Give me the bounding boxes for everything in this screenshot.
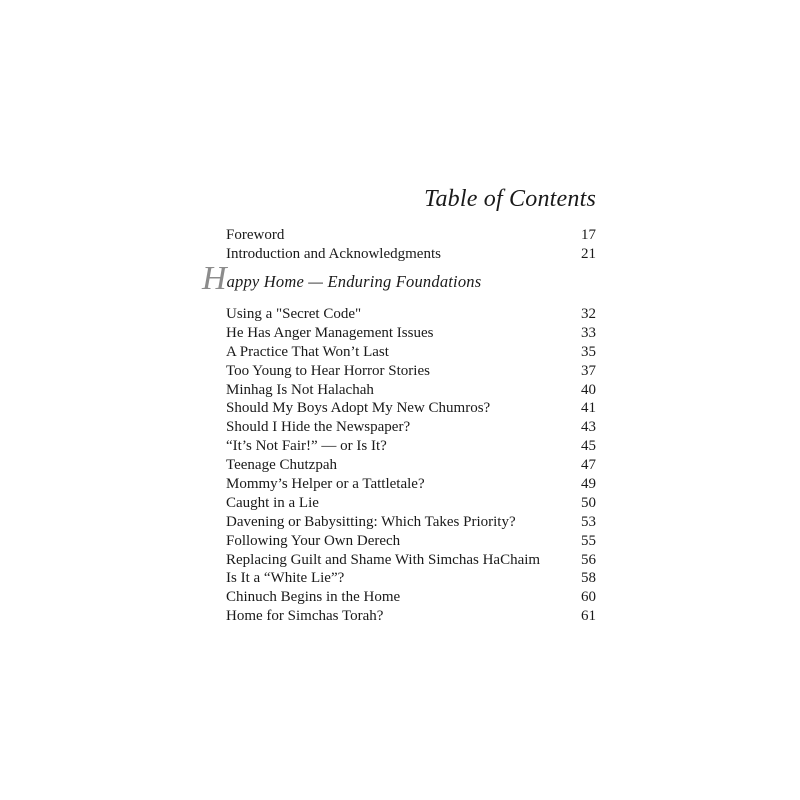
toc-entry-title: Should I Hide the Newspaper? xyxy=(226,419,411,436)
toc-page-number: 45 xyxy=(581,438,596,455)
toc-entry-title: Too Young to Hear Horror Stories xyxy=(226,362,430,379)
toc-entry-title: Should My Boys Adopt My New Chumros? xyxy=(226,400,491,417)
section-drop-cap: H xyxy=(202,260,227,297)
section-heading-text: appy Home — Enduring Foundations xyxy=(226,272,482,291)
toc-page-number: 61 xyxy=(581,608,596,625)
toc-entry-title: Home for Simchas Torah? xyxy=(226,608,384,625)
toc-row xyxy=(226,362,596,381)
toc-page-number: 41 xyxy=(581,400,596,417)
toc-page-number: 37 xyxy=(581,362,596,379)
toc-row xyxy=(226,245,596,264)
toc-entry-title: Foreword xyxy=(226,227,285,243)
toc-entry-title: Minhag Is Not Halachah xyxy=(226,381,374,398)
toc-page-number: 47 xyxy=(581,457,596,474)
front-matter-list xyxy=(226,226,596,264)
toc-page-number: 43 xyxy=(581,419,596,436)
toc-entry-title: Introduction and Acknowledgments xyxy=(226,245,441,262)
toc-row xyxy=(226,532,596,551)
toc-entry-title: “It’s Not Fair!” — or Is It? xyxy=(226,438,387,455)
toc-entry-title: Davening or Babysitting: Which Takes Priority? xyxy=(226,513,516,530)
section-heading xyxy=(202,262,481,296)
toc-entry-title: Replacing Guilt and Shame With Simchas HaChaim xyxy=(226,551,541,568)
toc-row xyxy=(226,305,596,324)
toc-entry-title: Using a "Secret Code" xyxy=(226,306,362,322)
toc-row xyxy=(226,456,596,475)
toc-entry-title: Mommy’s Helper or a Tattletale? xyxy=(226,476,425,493)
toc-entry-title: Is It a “White Lie”? xyxy=(226,570,345,587)
toc-page-number: 53 xyxy=(581,513,596,530)
toc-entry-title: Teenage Chutzpah xyxy=(226,457,337,474)
toc-row xyxy=(226,399,596,418)
toc-row xyxy=(226,226,596,245)
toc-title: Table of Contents xyxy=(424,186,596,212)
toc-row xyxy=(226,437,596,456)
toc-row xyxy=(226,569,596,588)
toc-page-number: 56 xyxy=(581,551,596,568)
toc-page-number: 40 xyxy=(581,381,596,398)
toc-row xyxy=(226,607,596,626)
toc-row xyxy=(226,551,596,570)
toc-entry-title: A Practice That Won’t Last xyxy=(226,343,389,360)
toc-entry-title: Caught in a Lie xyxy=(226,494,319,511)
toc-row xyxy=(226,343,596,362)
toc-row xyxy=(226,513,596,532)
toc-page-number: 60 xyxy=(581,589,596,606)
toc-row xyxy=(226,588,596,607)
toc-row xyxy=(226,381,596,400)
toc-page-number: 21 xyxy=(581,245,596,262)
toc-page-number: 35 xyxy=(581,343,596,360)
toc-page-number: 58 xyxy=(581,570,596,587)
toc-page-number: 49 xyxy=(581,476,596,493)
toc-entry-title: Chinuch Begins in the Home xyxy=(226,589,401,606)
toc-page-number: 32 xyxy=(581,306,596,322)
toc-page-number: 33 xyxy=(581,324,596,341)
section-entry-list xyxy=(226,305,596,626)
toc-entry-title: He Has Anger Management Issues xyxy=(226,324,434,341)
toc-page-number: 17 xyxy=(581,227,596,243)
toc-page-number: 55 xyxy=(581,532,596,549)
toc-row xyxy=(226,324,596,343)
toc-entry-title: Following Your Own Derech xyxy=(226,532,401,549)
toc-page-number: 50 xyxy=(581,494,596,511)
toc-row xyxy=(226,494,596,513)
toc-row xyxy=(226,475,596,494)
toc-row xyxy=(226,418,596,437)
